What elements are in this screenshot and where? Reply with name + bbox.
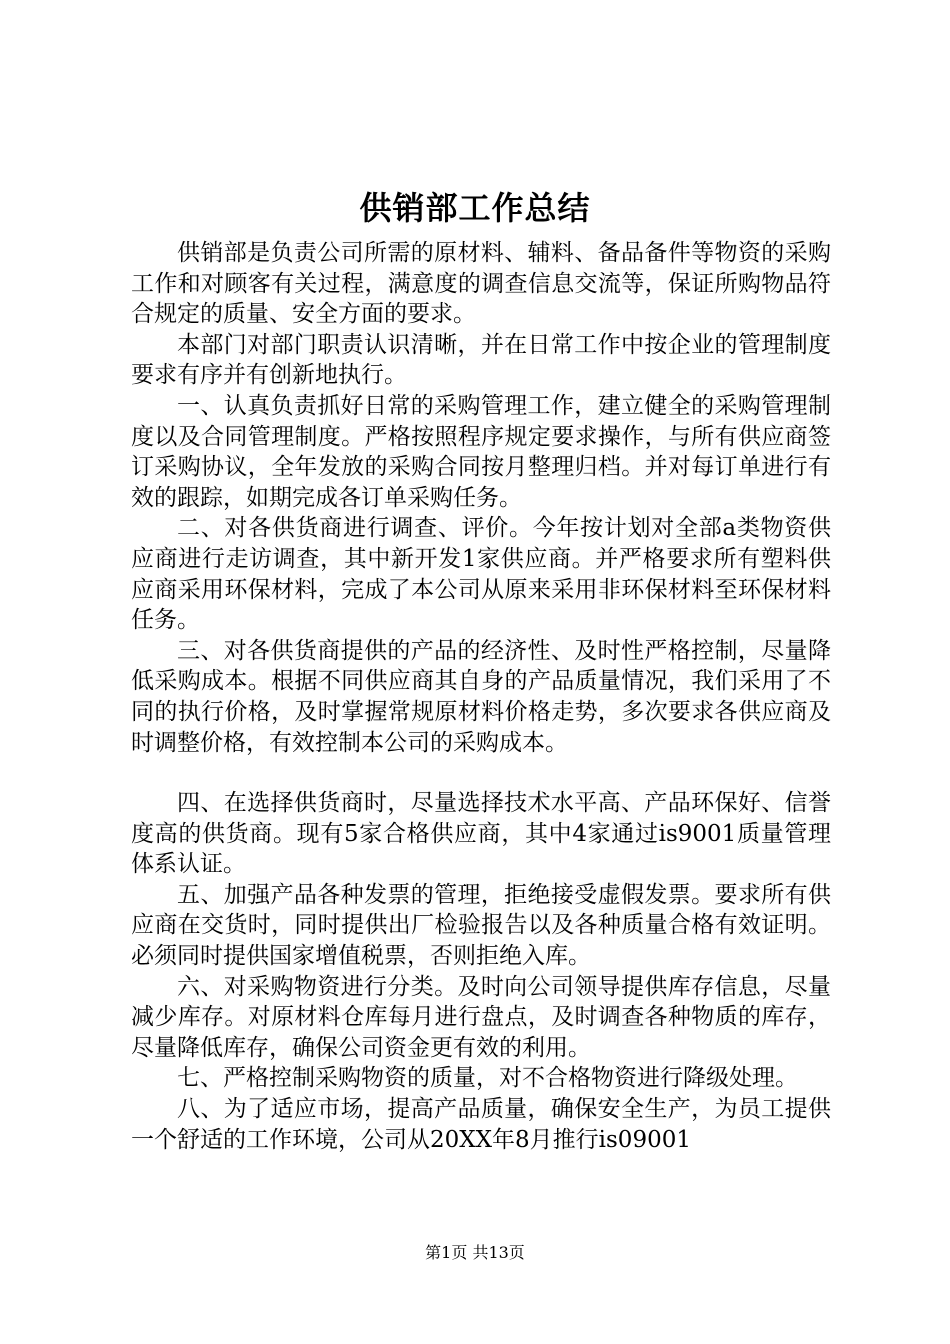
paragraph-item-8: 八、为了适应市场，提高产品质量，确保安全生产，为员工提供一个舒适的工作环境，公司从20XX年8月推行is09001 — [131, 1096, 831, 1153]
page-footer: 第1页 共13页 — [425, 1243, 525, 1262]
document-title: 供销部工作总结 — [359, 189, 591, 227]
paragraph-intro: 供销部是负责公司所需的原材料、辅料、备品备件等物资的采购工作和对顾客有关过程，满意度的调查信息交流等，保证所购物品符合规定的质量、安全方面的要求。 — [131, 240, 831, 328]
paragraph-item-2: 二、对各供货商进行调查、评价。今年按计划对全部a类物资供应商进行走访调查，其中新开发1家供应商。并严格要求所有塑料供应商采用环保材料，完成了本公司从原来采用非环保材料至环保材料任务。 — [131, 515, 831, 634]
paragraph-item-1: 一、认真负责抓好日常的采购管理工作，建立健全的采购管理制度以及合同管理制度。严格按照程序规定要求操作，与所有供应商签订采购协议，全年发放的采购合同按月整理归档。并对每订单进行有效的跟踪，如期完成各订单采购任务。 — [131, 392, 831, 511]
paragraph-item-7: 七、严格控制采购物资的质量，对不合格物资进行降级处理。 — [177, 1065, 798, 1092]
paragraph-department-duty: 本部门对部门职责认识清晰，并在日常工作中按企业的管理制度要求有序并有创新地执行。 — [131, 331, 831, 389]
paragraph-item-4: 四、在选择供货商时，尽量选择技术水平高、产品环保好、信誉度高的供货商。现有5家合格供应商，其中4家通过is9001质量管理体系认证。 — [131, 790, 831, 878]
document-body — [131, 238, 831, 1155]
paragraph-item-3: 三、对各供货商提供的产品的经济性、及时性严格控制，尽量降低采购成本。根据不同供应商其自身的产品质量情况，我们采用了不同的执行价格，及时掌握常规原材料价格走势，多次要求各供应商及时调整价格，有效控制本公司的采购成本。 — [131, 637, 831, 756]
paragraph-item-5: 五、加强产品各种发票的管理，拒绝接受虚假发票。要求所有供应商在交货时，同时提供出厂检验报告以及各种质量合格有效证明。必须同时提供国家增值税票，否则拒绝入库。 — [131, 881, 831, 970]
paragraph-item-6: 六、对采购物资进行分类。及时向公司领导提供库存信息，尽量减少库存。对原材料仓库每月进行盘点，及时调查各种物质的库存，尽量降低库存，确保公司资金更有效的利用。 — [131, 973, 831, 1061]
